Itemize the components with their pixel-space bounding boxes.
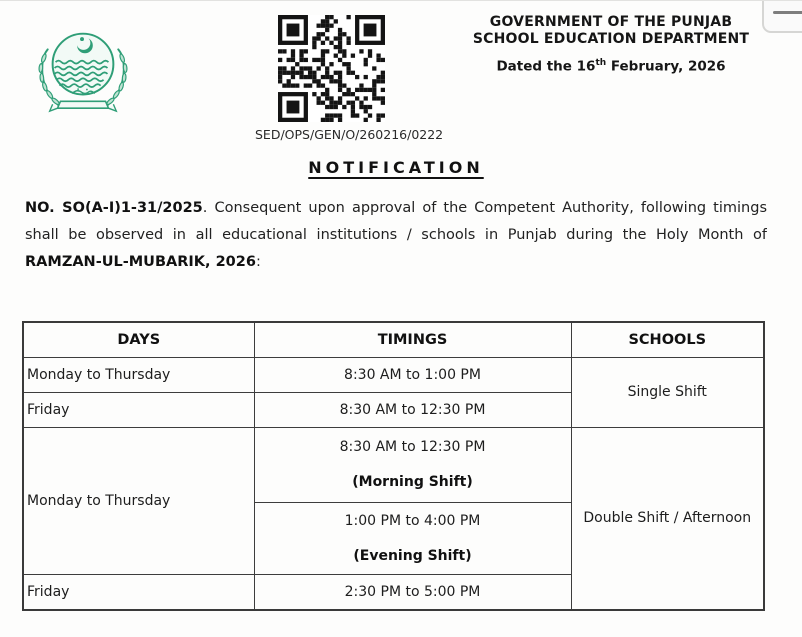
table-header-row xyxy=(23,322,764,357)
morning-shift-time: 8:30 AM to 12:30 PM xyxy=(339,439,486,455)
notification-body xyxy=(25,195,767,276)
notification-date: Dated the 16th February, 2026 xyxy=(496,58,726,75)
department-name-line1: GOVERNMENT OF THE PUNJAB xyxy=(489,14,733,30)
cell-timing-morning-shift xyxy=(254,427,571,502)
cell-days-mon-thu-double: Monday to Thursday xyxy=(23,427,254,574)
body-line-3: RAMZAN-UL-MUBARIK, 2026: xyxy=(25,254,261,270)
minus-icon xyxy=(773,11,802,14)
letterhead xyxy=(450,14,772,75)
evening-shift-time: 1:00 PM to 4:00 PM xyxy=(344,512,481,529)
body-line-2: shall be observed in all educational institutions / schools in Punjab during the Holy Month of xyxy=(25,227,767,243)
column-header-days: DAYS xyxy=(23,322,254,357)
morning-shift-label: (Morning Shift) xyxy=(352,474,473,490)
cell-timing-evening-shift xyxy=(254,502,571,574)
notification-title: NOTIFICATION xyxy=(308,158,484,177)
cell-timing-friday-single: 8:30 AM to 12:30 PM xyxy=(254,392,571,427)
cell-school-double-shift: Double Shift / Afternoon xyxy=(571,427,764,610)
cell-days-mon-thu-single: Monday to Thursday xyxy=(23,357,254,392)
cell-timing-mon-thu-single: 8:30 AM to 1:00 PM xyxy=(254,357,571,392)
table-row xyxy=(23,357,764,392)
cell-days-friday-single: Friday xyxy=(23,392,254,427)
column-header-timings: TIMINGS xyxy=(254,322,571,357)
department-name-line2: SCHOOL EDUCATION DEPARTMENT xyxy=(472,31,750,47)
qr-code-icon xyxy=(278,15,385,122)
page-title xyxy=(25,158,767,177)
timings-table xyxy=(22,321,765,611)
punjab-government-emblem-icon xyxy=(28,19,138,117)
reference-number: SED/OPS/GEN/O/260216/0222 xyxy=(255,127,444,142)
cell-days-friday-double: Friday xyxy=(23,574,254,610)
body-line-1: NO. SO(A-I)1-31/2025. Consequent upon approval of the Competent Authority, following timings xyxy=(25,200,767,216)
table-row xyxy=(23,427,764,502)
cell-school-single-shift: Single Shift xyxy=(571,357,764,427)
cell-timing-friday-double: 2:30 PM to 5:00 PM xyxy=(254,574,571,610)
evening-shift-label: (Evening Shift) xyxy=(353,547,472,564)
column-header-schools: SCHOOLS xyxy=(571,322,764,357)
